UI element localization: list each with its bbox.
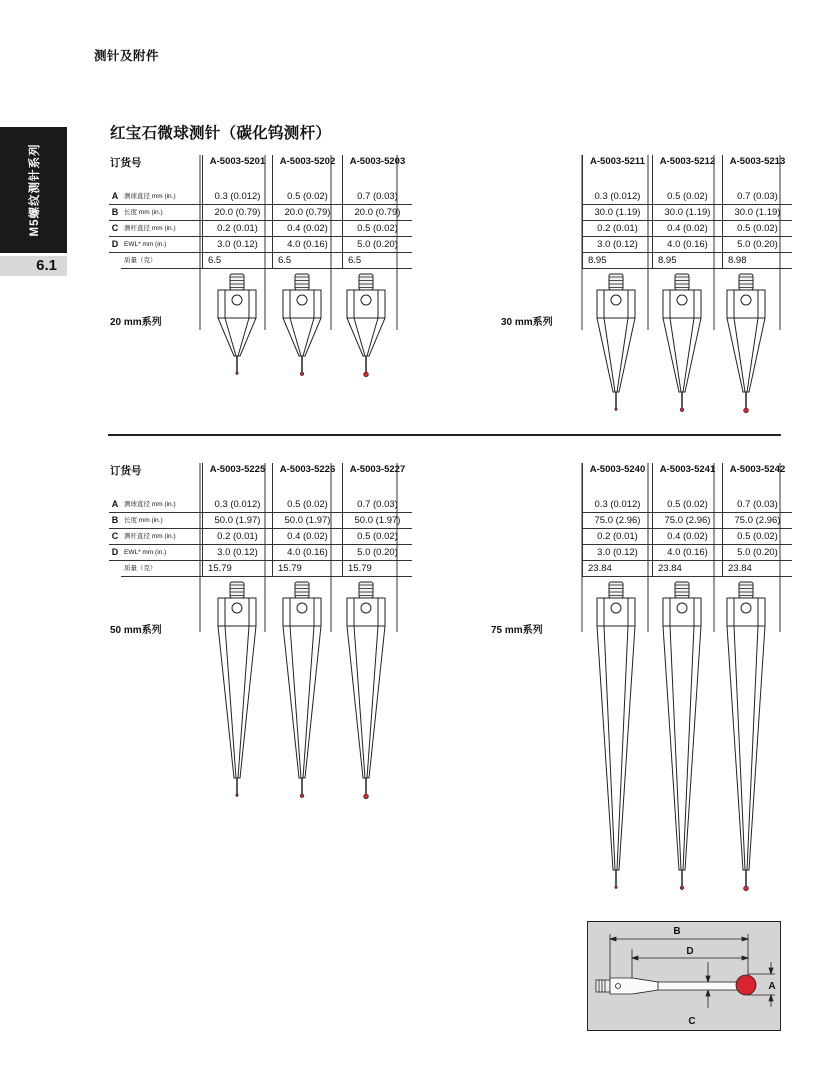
stylus-taper: [597, 626, 635, 870]
table-cell: 0.5 (0.02): [273, 189, 343, 205]
stylus-drawing: [597, 582, 635, 888]
table-cell: 30.0 (1.19): [723, 205, 793, 221]
row-letter: D: [109, 545, 121, 561]
table-cell: 20.0 (0.79): [203, 205, 273, 221]
stylus-hole: [677, 603, 687, 613]
series-label-75mm: 75 mm系列: [491, 625, 543, 636]
table-cell: 75.0 (2.96): [723, 513, 793, 529]
table-cell: 0.2 (0.01): [583, 529, 653, 545]
part-number: A-5003-5201: [203, 155, 273, 189]
stylus-taper: [663, 626, 701, 870]
ruby-ball: [744, 408, 749, 413]
row-label: 测球直径 mm (in.): [121, 189, 203, 205]
table-cell: 0.5 (0.02): [653, 189, 723, 205]
dim-label-a: A: [768, 981, 776, 992]
table-cell: 23.84: [653, 561, 723, 577]
stylus-hole: [232, 603, 242, 613]
table-cell: 0.4 (0.02): [653, 221, 723, 237]
table-cell: 15.79: [343, 561, 413, 577]
table-cell: 4.0 (0.16): [273, 237, 343, 253]
arrowhead: [742, 956, 748, 960]
table-cell: 75.0 (2.96): [653, 513, 723, 529]
order-number-label: 订货号: [110, 157, 142, 169]
ruby-ball: [364, 372, 369, 377]
table-cell: 0.5 (0.02): [343, 529, 413, 545]
row-letter: D: [109, 237, 121, 253]
table-cell: 5.0 (0.20): [723, 545, 793, 561]
stylus-drawing: [347, 582, 385, 799]
ruby-ball: [744, 886, 749, 891]
row-label: 测杆直径 mm (in.): [121, 221, 203, 237]
part-number: A-5003-5227: [343, 463, 413, 497]
ruby-ball: [736, 975, 756, 995]
part-number: A-5003-5225: [203, 463, 273, 497]
part-number: A-5003-5211: [583, 155, 653, 189]
table-cell: 3.0 (0.12): [203, 545, 273, 561]
stylus-hole: [297, 603, 307, 613]
stylus-drawing: [218, 582, 256, 796]
row-letter: C: [109, 529, 121, 545]
table-cell: 0.2 (0.01): [203, 221, 273, 237]
stylus-hole: [232, 295, 242, 305]
dim-label-c: C: [688, 1016, 696, 1027]
table-cell: 0.5 (0.02): [723, 221, 793, 237]
stylus-hole: [611, 295, 621, 305]
table-cell: 0.5 (0.02): [273, 497, 343, 513]
stylus-taper: [597, 318, 635, 392]
stylus-taper: [283, 318, 321, 356]
dimension-diagram: [587, 921, 781, 1031]
table-cell: 75.0 (2.96): [583, 513, 653, 529]
stylus-stem: [658, 982, 740, 990]
ruby-ball: [615, 886, 617, 888]
part-number: A-5003-5213: [723, 155, 793, 189]
table-cell: 0.3 (0.012): [203, 189, 273, 205]
table-cell: 0.7 (0.03): [723, 497, 793, 513]
arrowhead: [632, 956, 638, 960]
table-cell: 20.0 (0.79): [273, 205, 343, 221]
table-cell: 5.0 (0.20): [343, 545, 413, 561]
ruby-ball: [236, 372, 238, 374]
stylus-taper: [663, 318, 701, 392]
table-cell: 0.4 (0.02): [273, 221, 343, 237]
ruby-ball: [300, 794, 304, 798]
table-cell: 0.7 (0.03): [343, 497, 413, 513]
stylus-taper: [218, 318, 256, 356]
arrowhead: [769, 995, 773, 1001]
table-cell: 4.0 (0.16): [653, 237, 723, 253]
table-cell: 3.0 (0.12): [583, 545, 653, 561]
stylus-drawing: [283, 274, 321, 376]
ruby-ball: [236, 794, 238, 796]
table-cell: 0.3 (0.012): [583, 497, 653, 513]
table-cell: 0.3 (0.012): [203, 497, 273, 513]
stylus-taper: [727, 626, 765, 870]
table-cell: 6.5: [343, 253, 413, 269]
dim-label-b: B: [673, 926, 681, 937]
main-title: 红宝石微球测针（碳化钨测杆）: [110, 125, 332, 142]
side-section-number: 6.1: [36, 257, 57, 274]
table-cell: 3.0 (0.12): [583, 237, 653, 253]
row-label: 质量（克）: [121, 253, 203, 269]
side-section-label: M5螺纹测针系列: [28, 143, 41, 237]
dimension-diagram-svg: [588, 922, 779, 1029]
stylus-drawing: [283, 582, 321, 798]
table-cell: 30.0 (1.19): [653, 205, 723, 221]
table-cell: 50.0 (1.97): [203, 513, 273, 529]
table-cell: 15.79: [273, 561, 343, 577]
table-cell: 23.84: [723, 561, 793, 577]
table-cell: 5.0 (0.20): [343, 237, 413, 253]
table-cell: 15.79: [203, 561, 273, 577]
row-label: 长度 mm (in.): [121, 205, 203, 221]
arrowhead: [769, 968, 773, 974]
table-cell: 0.5 (0.02): [343, 221, 413, 237]
series-label-20mm: 20 mm系列: [110, 317, 162, 328]
stylus-drawing: [663, 274, 701, 412]
dim-label-d: D: [686, 946, 694, 957]
stylus-hole: [297, 295, 307, 305]
stylus-taper: [283, 626, 321, 778]
ruby-ball: [680, 886, 684, 890]
row-letter: A: [109, 497, 121, 513]
ruby-ball: [300, 372, 304, 376]
part-number: A-5003-5202: [273, 155, 343, 189]
table-cell: 30.0 (1.19): [583, 205, 653, 221]
ruby-ball: [680, 408, 684, 412]
part-number: A-5003-5212: [653, 155, 723, 189]
order-number-label: 订货号: [110, 465, 142, 477]
part-number: A-5003-5242: [723, 463, 793, 497]
arrowhead: [610, 937, 616, 941]
table-cell: 0.4 (0.02): [653, 529, 723, 545]
row-letter: A: [109, 189, 121, 205]
series-label-30mm: 30 mm系列: [501, 317, 553, 328]
stylus-taper: [727, 318, 765, 392]
stylus-drawing: [597, 274, 635, 410]
table-cell: 20.0 (0.79): [343, 205, 413, 221]
table-cell: 50.0 (1.97): [343, 513, 413, 529]
stylus-thread: [596, 980, 610, 992]
stylus-drawing: [727, 582, 765, 891]
row-label: EWL* mm (in.): [121, 237, 203, 253]
table-cell: 0.5 (0.02): [653, 497, 723, 513]
table-cell: 0.7 (0.03): [343, 189, 413, 205]
page-header-title: 测针及附件: [94, 49, 160, 63]
stylus-hole: [361, 295, 371, 305]
table-cell: 0.2 (0.01): [203, 529, 273, 545]
table-cell: 0.5 (0.02): [723, 529, 793, 545]
table-cell: 23.84: [583, 561, 653, 577]
table-cell: 0.7 (0.03): [723, 189, 793, 205]
row-letter: B: [109, 513, 121, 529]
table-cell: 8.95: [653, 253, 723, 269]
arrowhead: [742, 937, 748, 941]
row-label: 质量（克）: [121, 561, 203, 577]
stylus-taper: [218, 626, 256, 778]
table-cell: 0.3 (0.012): [583, 189, 653, 205]
stylus-taper: [347, 318, 385, 356]
table-cell: 3.0 (0.12): [203, 237, 273, 253]
stylus-taper: [347, 626, 385, 778]
table-cell: 4.0 (0.16): [273, 545, 343, 561]
part-number: A-5003-5240: [583, 463, 653, 497]
table-cell: 6.5: [203, 253, 273, 269]
row-letter: B: [109, 205, 121, 221]
table-cell: 50.0 (1.97): [273, 513, 343, 529]
arrowhead: [706, 976, 710, 982]
table-cell: 0.4 (0.02): [273, 529, 343, 545]
row-label: 测球直径 mm (in.): [121, 497, 203, 513]
table-cell: 4.0 (0.16): [653, 545, 723, 561]
stylus-hole: [741, 295, 751, 305]
part-number: A-5003-5226: [273, 463, 343, 497]
row-label: EWL* mm (in.): [121, 545, 203, 561]
ruby-ball: [364, 794, 369, 799]
table-cell: 6.5: [273, 253, 343, 269]
stylus-hole: [677, 295, 687, 305]
series-label-50mm: 50 mm系列: [110, 625, 162, 636]
table-cell: 8.98: [723, 253, 793, 269]
stylus-hole: [741, 603, 751, 613]
part-number: A-5003-5241: [653, 463, 723, 497]
arrowhead: [706, 990, 710, 996]
row-letter: C: [109, 221, 121, 237]
stylus-drawing: [218, 274, 256, 374]
ruby-ball: [615, 408, 617, 410]
table-cell: 5.0 (0.20): [723, 237, 793, 253]
stylus-hole: [361, 603, 371, 613]
row-label: 测杆直径 mm (in.): [121, 529, 203, 545]
stylus-hole: [611, 603, 621, 613]
stylus-body: [610, 978, 658, 994]
table-cell: 8.95: [583, 253, 653, 269]
row-label: 长度 mm (in.): [121, 513, 203, 529]
part-number: A-5003-5203: [343, 155, 413, 189]
stylus-drawing: [663, 582, 701, 890]
stylus-drawing: [727, 274, 765, 413]
table-cell: 0.2 (0.01): [583, 221, 653, 237]
stylus-drawing: [347, 274, 385, 377]
